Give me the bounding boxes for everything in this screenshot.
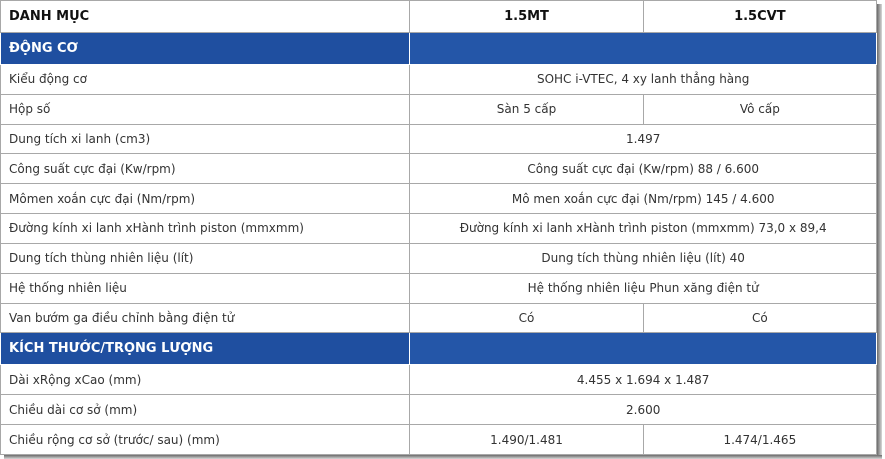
table-row (1, 303, 877, 333)
row-value-cvt: Vô cấp (643, 94, 876, 124)
row-label: Hộp số (1, 94, 410, 124)
row-value: Đường kính xi lanh xHành trình piston (mmxmm) 73,0 x 89,4 (410, 214, 877, 244)
section-title: KÍCH THƯỚC/TRỌNG LƯỢNG (1, 333, 410, 365)
row-label: Công suất cực đại (Kw/rpm) (1, 154, 410, 184)
table-row (1, 395, 877, 425)
row-label: Mômen xoắn cực đại (Nm/rpm) (1, 184, 410, 214)
table-row (1, 94, 877, 124)
row-label: Van bướm ga điều chỉnh bằng điện tử (1, 303, 410, 333)
row-label: Dung tích xi lanh (cm3) (1, 124, 410, 154)
row-value: Dung tích thùng nhiên liệu (lít) 40 (410, 243, 877, 273)
table-row (1, 124, 877, 154)
row-value-mt: 1.490/1.481 (410, 425, 643, 455)
table-row (1, 425, 877, 455)
row-label: Dài xRộng xCao (mm) (1, 365, 410, 395)
section-fill (410, 32, 877, 64)
table-row (1, 154, 877, 184)
row-label: Đường kính xi lanh xHành trình piston (mmxmm) (1, 214, 410, 244)
table-shadow-right (877, 4, 882, 456)
table-header-row (1, 1, 877, 33)
table-row (1, 273, 877, 303)
section-header-engine (1, 32, 877, 64)
row-value: SOHC i-VTEC, 4 xy lanh thẳng hàng (410, 64, 877, 94)
section-fill (410, 333, 877, 365)
row-value: 2.600 (410, 395, 877, 425)
table-row (1, 214, 877, 244)
row-label: Dung tích thùng nhiên liệu (lít) (1, 243, 410, 273)
row-value-cvt: Có (643, 303, 876, 333)
header-category: DANH MỤC (1, 1, 410, 33)
row-value: Công suất cực đại (Kw/rpm) 88 / 6.600 (410, 154, 877, 184)
row-value-mt: Sàn 5 cấp (410, 94, 643, 124)
row-value: Hệ thống nhiên liệu Phun xăng điện tử (410, 273, 877, 303)
row-label: Hệ thống nhiên liệu (1, 273, 410, 303)
table-row (1, 365, 877, 395)
header-1-5mt: 1.5MT (410, 1, 643, 33)
row-value: 1.497 (410, 124, 877, 154)
section-title: ĐỘNG CƠ (1, 32, 410, 64)
row-value-mt: Có (410, 303, 643, 333)
table-row (1, 184, 877, 214)
section-header-dimensions (1, 333, 877, 365)
row-label: Kiểu động cơ (1, 64, 410, 94)
table-row (1, 243, 877, 273)
row-value: Mô men xoắn cực đại (Nm/rpm) 145 / 4.600 (410, 184, 877, 214)
row-value-cvt: 1.474/1.465 (643, 425, 876, 455)
row-value: 4.455 x 1.694 x 1.487 (410, 365, 877, 395)
header-1-5cvt: 1.5CVT (643, 1, 876, 33)
table-row (1, 64, 877, 94)
row-label: Chiều dài cơ sở (mm) (1, 395, 410, 425)
table-shadow-bottom (4, 455, 882, 459)
row-label: Chiều rộng cơ sở (trước/ sau) (mm) (1, 425, 410, 455)
